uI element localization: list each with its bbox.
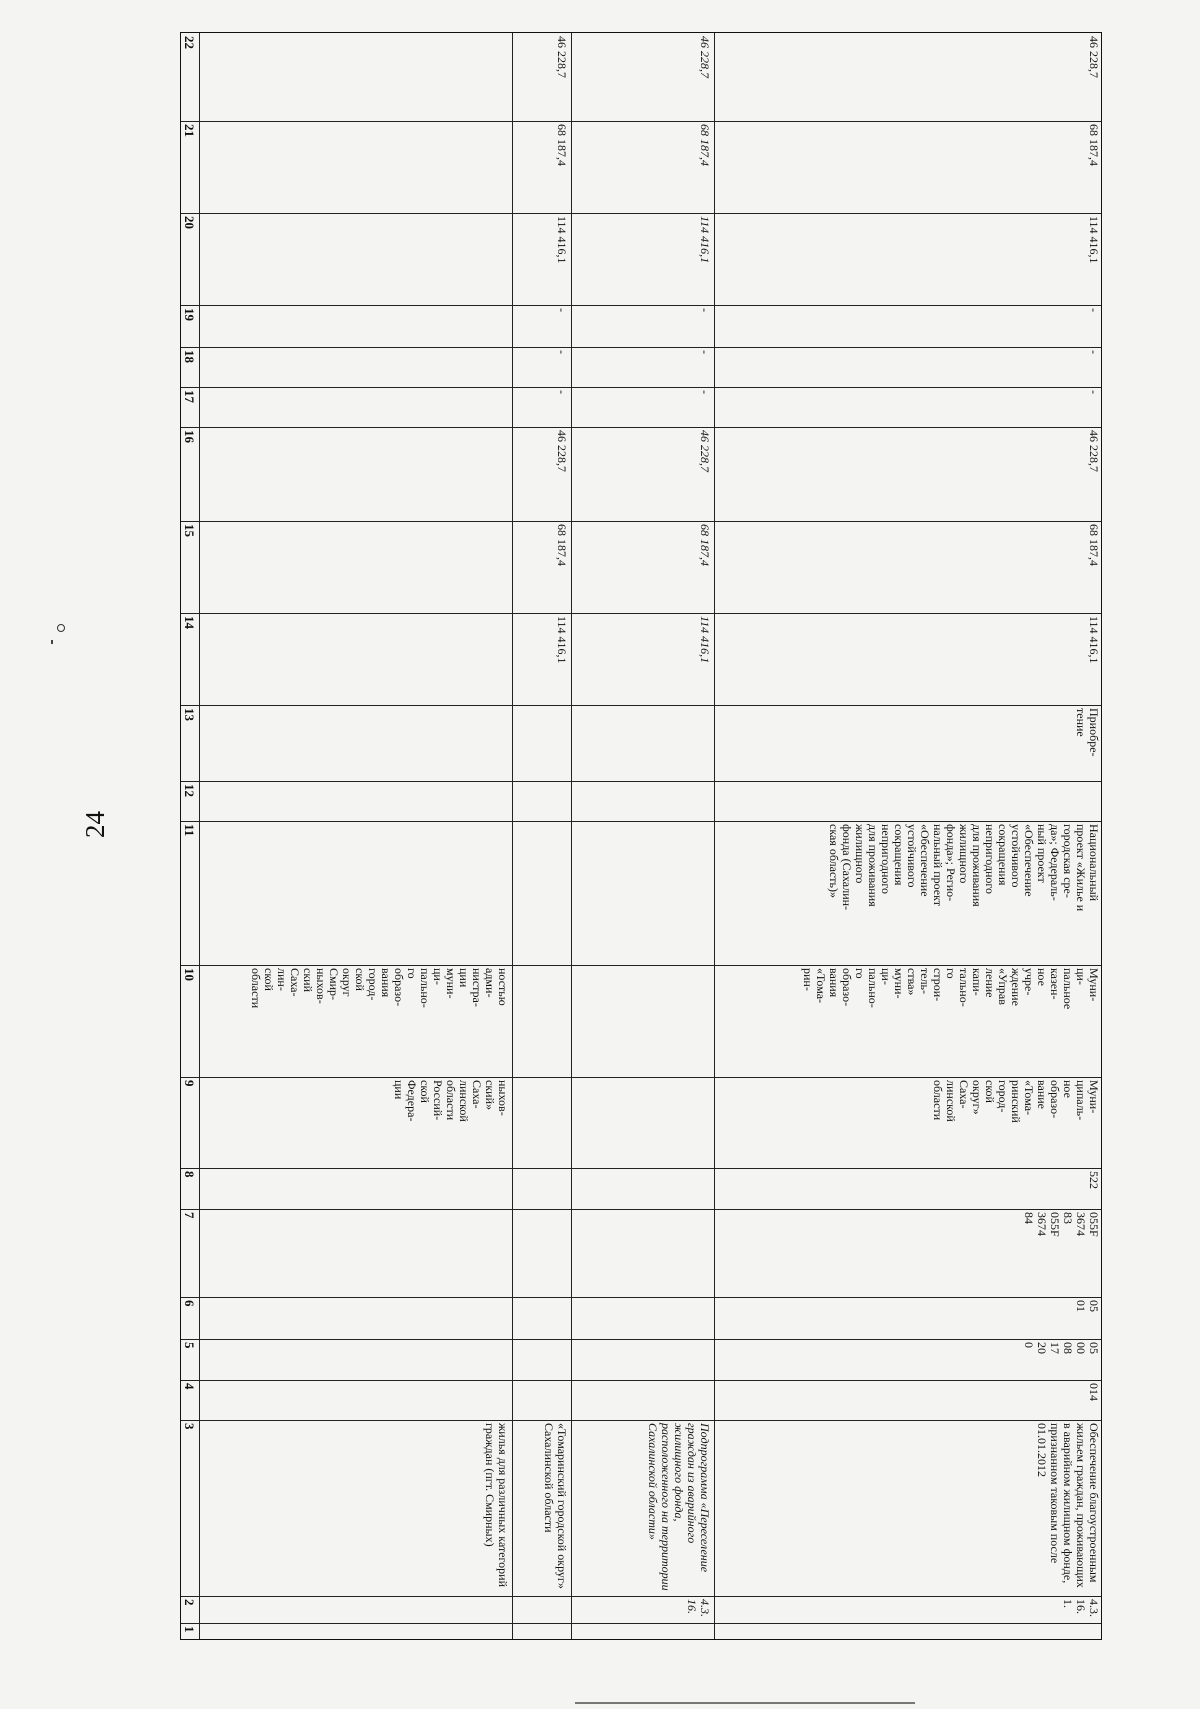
- table-cell-c14: 114 416,1: [698, 616, 712, 664]
- column-divider: [181, 821, 1101, 822]
- column-header-16: 16: [182, 430, 197, 443]
- column-header-4: 4: [182, 1383, 197, 1390]
- row-divider: [571, 33, 572, 1639]
- table-cell-c9: Муни- ципаль- ное образо- вание «Тома- ринский город- ской округ» Саха- линской области: [931, 1080, 1101, 1123]
- scan-speck: [51, 640, 53, 644]
- table-cell-c5: 05 00 08 17 20 0: [1022, 1342, 1101, 1354]
- column-divider: [181, 1168, 1101, 1169]
- table-cell-c18: -: [555, 350, 569, 354]
- column-header-21: 21: [182, 124, 197, 137]
- column-header-19: 19: [182, 308, 197, 321]
- column-divider: [181, 1596, 1101, 1597]
- table-cell-c14: 114 416,1: [555, 616, 569, 664]
- table-cell-c11: Национальный проект «Жилье и городская сре- да»; Федераль- ный проект «Обеспечение устойчивого сокращения непригодного для проживания жилищного фонда»; Регио- нальный проект «Обеспечение устойчивого сокращения непригодного для проживания жилищного фонда (Сахалин- ская область)»: [827, 824, 1101, 912]
- table-cell-c3: Обеспечение благоустроенным жильем граждан, проживающих в аварийном жилищном фонде, признанном таковым после 01.01.2012: [1035, 1423, 1101, 1588]
- table-cell-c22: 46 228,7: [555, 36, 569, 78]
- table-cell-c18: -: [698, 350, 712, 354]
- column-divider: [181, 1339, 1101, 1340]
- table-cell-c14: 114 416,1: [1087, 616, 1101, 664]
- table-cell-c21: 68 187,4: [555, 124, 569, 166]
- table-cell-c3: «Томаринский городской округ» Сахалинской области: [542, 1423, 569, 1589]
- table-cell-c2: 4.3. 16. 1.: [1061, 1599, 1101, 1617]
- table-cell-c15: 68 187,4: [555, 524, 569, 566]
- column-divider: [181, 347, 1101, 348]
- column-divider: [181, 1380, 1101, 1381]
- column-header-7: 7: [182, 1212, 197, 1219]
- scan-speck: [57, 624, 65, 632]
- column-header-5: 5: [182, 1342, 197, 1349]
- column-header-3: 3: [182, 1423, 197, 1430]
- column-header-2: 2: [182, 1599, 197, 1606]
- table-cell-c17: -: [1087, 390, 1101, 394]
- table-cell-c20: 114 416,1: [555, 216, 569, 264]
- table-cell-c8: 522: [1087, 1171, 1101, 1189]
- table-cell-c13: Приобре- тение: [1074, 708, 1101, 757]
- column-divider: [181, 387, 1101, 388]
- table-cell-c16: 46 228,7: [1087, 430, 1101, 472]
- column-divider: [181, 613, 1101, 614]
- column-header-13: 13: [182, 708, 197, 721]
- page-number: 24: [80, 811, 110, 838]
- column-divider: [181, 521, 1101, 522]
- column-divider: [181, 1297, 1101, 1298]
- table-cell-c17: -: [555, 390, 569, 394]
- row-divider: [199, 33, 200, 1639]
- column-divider: [181, 427, 1101, 428]
- table-cell-c4: 014: [1087, 1383, 1101, 1401]
- table-cell-c17: -: [698, 390, 712, 394]
- column-header-18: 18: [182, 350, 197, 363]
- table-cell-c3: жилья для различных категорий граждан (пгт. Смирных): [483, 1423, 510, 1588]
- table-cell-c19: -: [1087, 308, 1101, 312]
- column-header-12: 12: [182, 784, 197, 797]
- table-cell-c9: ныхов- ский» Саха- линской области Россий- ской Федера- ции: [392, 1080, 510, 1122]
- table-cell-c19: -: [555, 308, 569, 312]
- table-cell-c10: Муни- ци- пальное казен- ное учре- ждение «Управ ление капи- тально- го строи- тель- ства» муни- ци- пально- го образо- вания «Тома- рин-: [801, 968, 1101, 1010]
- row-divider: [714, 33, 715, 1639]
- table-cell-c6: 05 01: [1074, 1300, 1101, 1312]
- table-cell-c10: ностью адми- нистра- ции муни- ци- пально- го образо- вания город- ской округ Смир- ныхов- ский Саха- лин- ской области: [249, 968, 510, 1009]
- table-cell-c16: 46 228,7: [555, 430, 569, 472]
- column-header-11: 11: [182, 824, 197, 837]
- column-header-22: 22: [182, 36, 197, 49]
- column-header-9: 9: [182, 1080, 197, 1087]
- column-header-17: 17: [182, 390, 197, 403]
- table-cell-c22: 46 228,7: [1087, 36, 1101, 78]
- column-divider: [181, 965, 1101, 966]
- column-divider: [181, 1623, 1101, 1624]
- table-cell-c15: 68 187,4: [1087, 524, 1101, 566]
- column-header-1: 1: [182, 1626, 197, 1633]
- table-cell-c7: 055F 3674 83 055F 3674 84: [1022, 1212, 1101, 1237]
- table-cell-c20: 114 416,1: [698, 216, 712, 264]
- table-cell-c3: Подпрограмма «Переселение граждан из аварийного жилищного фонда, расположенного на территории Сахалинской области»: [646, 1423, 712, 1591]
- table-cell-c18: -: [1087, 350, 1101, 354]
- table-cell-c16: 46 228,7: [698, 430, 712, 472]
- column-header-14: 14: [182, 616, 197, 629]
- column-divider: [181, 305, 1101, 306]
- column-header-15: 15: [182, 524, 197, 537]
- column-divider: [181, 1209, 1101, 1210]
- column-divider: [181, 705, 1101, 706]
- budget-table: [180, 32, 1102, 1640]
- column-header-10: 10: [182, 968, 197, 981]
- table-cell-c21: 68 187,4: [698, 124, 712, 166]
- table-cell-c2: 4.3. 16.: [685, 1599, 712, 1617]
- table-cell-c20: 114 416,1: [1087, 216, 1101, 264]
- column-header-20: 20: [182, 216, 197, 229]
- column-divider: [181, 121, 1101, 122]
- scan-edge-line: [575, 1702, 915, 1704]
- table-cell-c15: 68 187,4: [698, 524, 712, 566]
- row-divider: [512, 33, 513, 1639]
- column-divider: [181, 1077, 1101, 1078]
- table-cell-c19: -: [698, 308, 712, 312]
- column-divider: [181, 1420, 1101, 1421]
- column-divider: [181, 781, 1101, 782]
- column-header-6: 6: [182, 1300, 197, 1307]
- table-cell-c21: 68 187,4: [1087, 124, 1101, 166]
- table-cell-c22: 46 228,7: [698, 36, 712, 78]
- column-header-8: 8: [182, 1171, 197, 1178]
- column-divider: [181, 213, 1101, 214]
